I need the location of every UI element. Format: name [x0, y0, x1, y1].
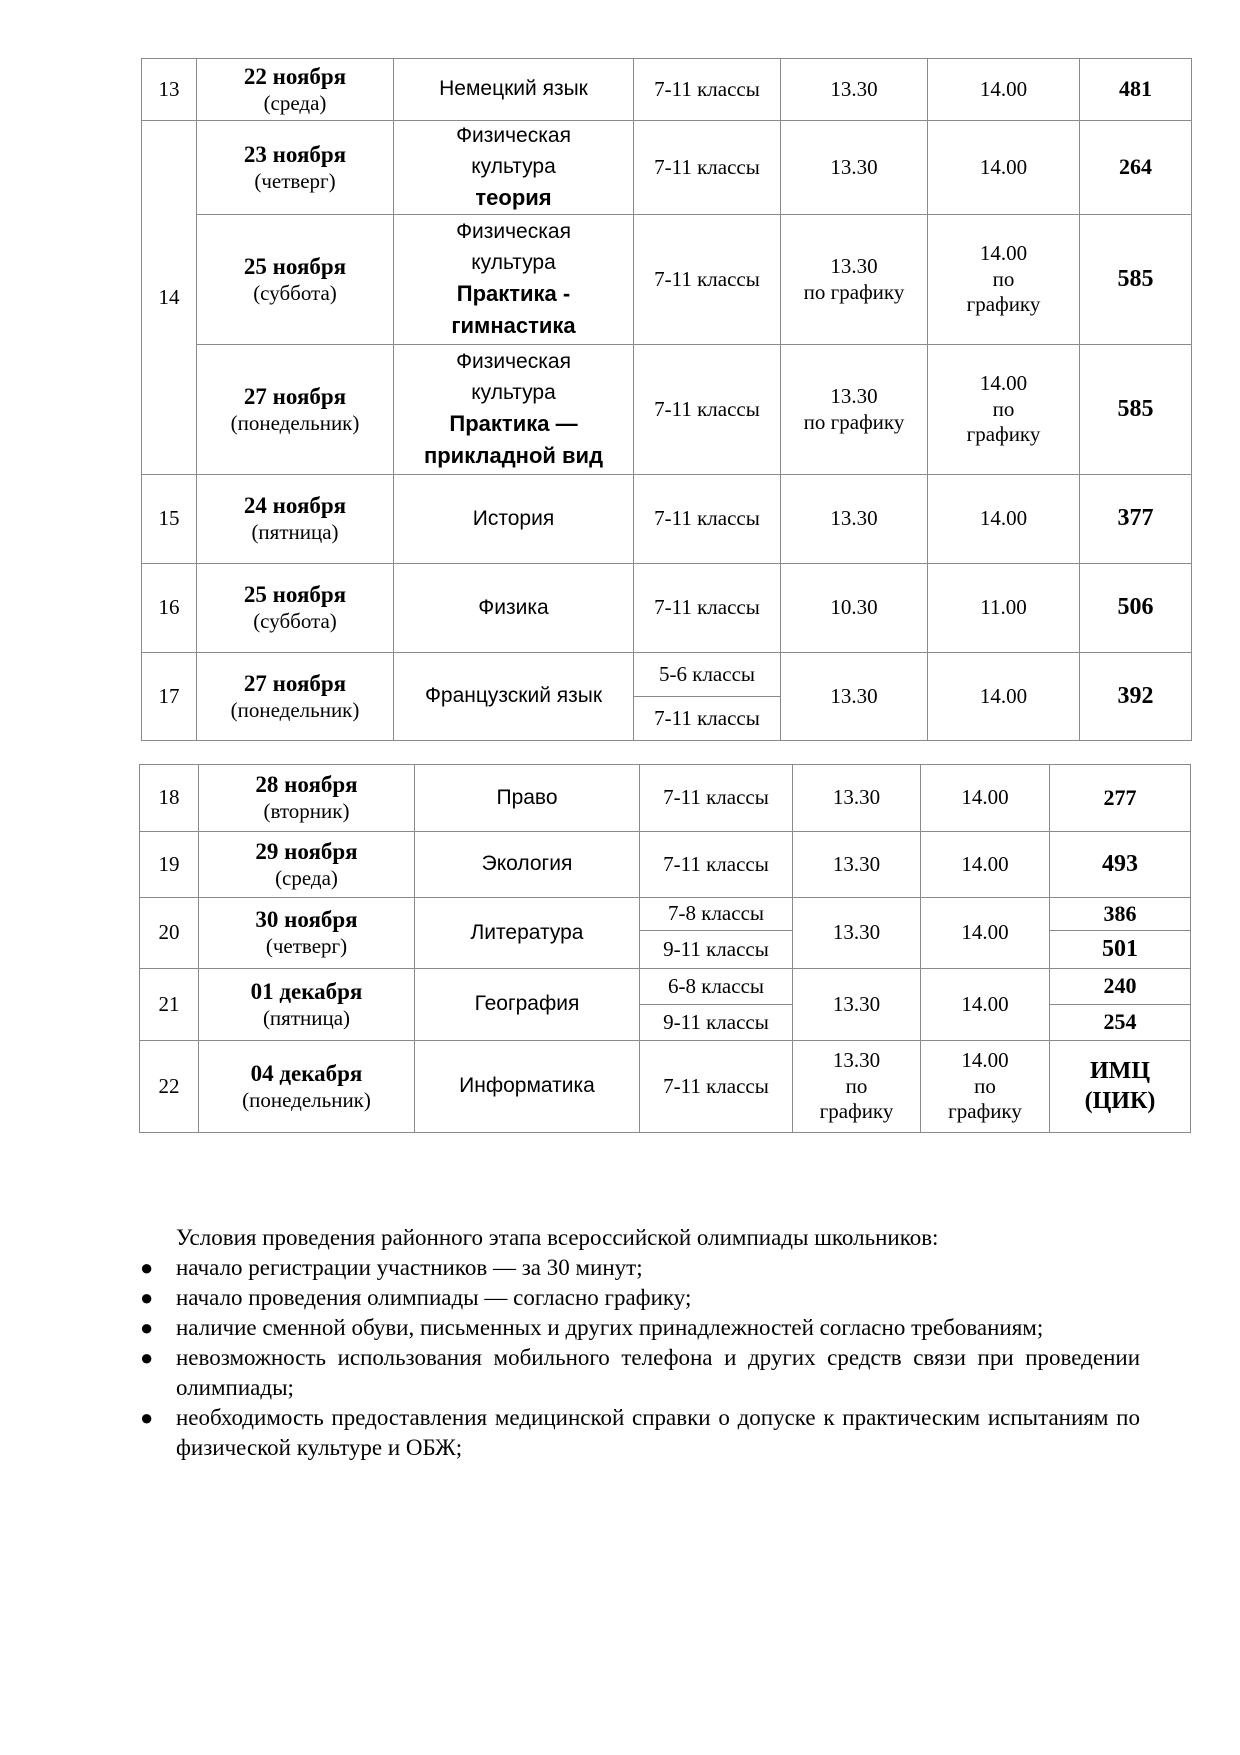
time-line: 13.30: [830, 253, 878, 278]
date: 27 ноября: [243, 383, 347, 409]
subject-line: Физическая: [456, 124, 571, 148]
list-item-text: невозможность использования мобильного телефона и других средств связи при проведении олимпиады;: [176, 1345, 1140, 1400]
participant-count: 240: [1050, 969, 1191, 1005]
table-row: [142, 653, 1192, 697]
date-cell: [197, 475, 394, 564]
bullet-icon: ●: [140, 1405, 154, 1430]
weekday: (пятница): [262, 1005, 351, 1030]
subject: История: [394, 475, 634, 564]
subject: Французский язык: [394, 653, 634, 741]
grades: 9-11 классы: [640, 1005, 793, 1041]
date: 22 ноября: [243, 63, 347, 89]
grades: 5-6 классы: [634, 653, 781, 697]
date-cell: [197, 653, 394, 741]
bullet-icon: ●: [140, 1285, 154, 1310]
grades: 7-11 классы: [634, 345, 781, 475]
weekday: (четверг): [254, 168, 336, 193]
table-row: [140, 765, 1191, 832]
subject-line: прикладной вид: [423, 442, 604, 468]
count-line: ИМЦ: [1090, 1058, 1150, 1085]
date-cell: [197, 345, 394, 475]
time-line: графику: [966, 422, 1041, 447]
row-number: 17: [142, 653, 197, 741]
subject-line: Физическая: [456, 350, 571, 374]
row-number: 16: [142, 564, 197, 653]
row-number: 22: [140, 1041, 199, 1133]
bullet-icon: ●: [140, 1315, 154, 1340]
subject-line: культура: [471, 250, 556, 274]
grades: 7-11 классы: [640, 765, 793, 832]
list-item-text: начало проведения олимпиады — согласно графику;: [176, 1285, 692, 1310]
date-cell: [199, 765, 415, 832]
list-item-text: необходимость предоставления медицинской справки о допуске к практическим испытаниям по физической культуре и ОБЖ;: [176, 1405, 1140, 1460]
table-row: [142, 475, 1192, 564]
grades: 9-11 классы: [640, 931, 793, 969]
schedule-table-2: [139, 764, 1191, 1133]
registration-time: 13.30: [781, 59, 928, 121]
start-time: 14.00: [921, 832, 1050, 898]
list-item: [140, 1253, 1140, 1283]
date: 30 ноября: [255, 907, 358, 933]
start-time: 11.00: [928, 564, 1080, 653]
subject-line: теория: [475, 184, 552, 210]
subject: Экология: [415, 832, 640, 898]
list-item: [140, 1283, 1140, 1313]
date: 01 декабря: [250, 978, 363, 1004]
grades: 7-11 классы: [634, 121, 781, 215]
weekday: (понедельник): [230, 697, 360, 722]
list-item-text: наличие сменной обуви, письменных и других принадлежностей согласно требованиям;: [176, 1315, 1044, 1340]
start-time: 14.00: [928, 121, 1080, 215]
date-cell: [197, 121, 394, 215]
table-row: [142, 59, 1192, 121]
time-line: графику: [948, 1099, 1022, 1124]
grades: 7-11 классы: [640, 832, 793, 898]
time-line: 14.00: [979, 371, 1028, 396]
registration-time: 13.30: [781, 475, 928, 564]
subject: [394, 345, 634, 475]
date-cell: [197, 215, 394, 345]
registration-time: 13.30: [793, 765, 921, 832]
date-cell: [199, 898, 415, 969]
participant-count: 392: [1080, 653, 1192, 741]
participant-count: 254: [1050, 1005, 1191, 1041]
grades: 6-8 классы: [640, 969, 793, 1005]
participant-count: 377: [1080, 475, 1192, 564]
participant-count: [1050, 1041, 1191, 1133]
weekday: (вторник): [263, 799, 350, 824]
participant-count: 264: [1080, 121, 1192, 215]
row-number: 18: [140, 765, 199, 832]
start-time: [921, 1041, 1050, 1133]
date: 29 ноября: [255, 838, 358, 864]
row-number: 15: [142, 475, 197, 564]
participant-count: 481: [1080, 59, 1192, 121]
list-item: [140, 1343, 1140, 1403]
date: 04 декабря: [250, 1060, 363, 1086]
registration-time: 13.30: [793, 898, 921, 969]
subject: Физика: [394, 564, 634, 653]
registration-time: 10.30: [781, 564, 928, 653]
participant-count: 585: [1080, 345, 1192, 475]
table-row: [142, 345, 1192, 475]
subject-line: Практика -: [456, 281, 571, 307]
registration-time: 13.30: [781, 653, 928, 741]
subject: Немецкий язык: [394, 59, 634, 121]
grades: 7-11 классы: [640, 1041, 793, 1133]
table-row: [140, 832, 1191, 898]
date-cell: [199, 832, 415, 898]
subject: География: [415, 969, 640, 1041]
subject: [394, 121, 634, 215]
registration-time: 13.30: [781, 121, 928, 215]
grades: 7-8 классы: [640, 898, 793, 931]
weekday: (понедельник): [242, 1087, 371, 1112]
grades: 7-11 классы: [634, 697, 781, 741]
subject-line: гимнастика: [451, 312, 576, 338]
subject-line: Физическая: [456, 220, 571, 244]
time-line: по графику: [803, 409, 905, 434]
time-line: по: [992, 396, 1015, 421]
date: 24 ноября: [243, 493, 347, 519]
date: 25 ноября: [243, 582, 347, 608]
bullet-icon: ●: [140, 1345, 154, 1370]
table-row: [140, 1041, 1191, 1133]
table-row: [140, 898, 1191, 931]
time-line: 13.30: [832, 1048, 881, 1073]
date-cell: [197, 564, 394, 653]
row-number: 20: [140, 898, 199, 969]
row-number: 13: [142, 59, 197, 121]
participant-count: 493: [1050, 832, 1191, 898]
conditions-list: [140, 1253, 1140, 1463]
start-time: 14.00: [921, 969, 1050, 1041]
table-row: [142, 215, 1192, 345]
registration-time: 13.30: [793, 969, 921, 1041]
conditions-intro: Условия проведения районного этапа всероссийской олимпиады школьников:: [176, 1225, 939, 1250]
grades: 7-11 классы: [634, 475, 781, 564]
start-time: 14.00: [928, 475, 1080, 564]
date: 28 ноября: [255, 772, 358, 798]
weekday: (четверг): [265, 934, 348, 959]
schedule-table-1: [141, 58, 1192, 741]
grades: 7-11 классы: [634, 215, 781, 345]
time-line: по: [845, 1073, 868, 1098]
start-time: 14.00: [928, 59, 1080, 121]
start-time: [928, 215, 1080, 345]
date-cell: [199, 1041, 415, 1133]
time-line: 14.00: [961, 1048, 1009, 1073]
date-cell: [199, 969, 415, 1041]
time-line: 13.30: [830, 383, 878, 408]
subject-line: культура: [471, 154, 556, 178]
list-item-text: начало регистрации участников — за 30 минут;: [176, 1255, 643, 1280]
participant-count: 277: [1050, 765, 1191, 832]
subject: Информатика: [415, 1041, 640, 1133]
registration-time: [793, 1041, 921, 1133]
time-line: графику: [966, 292, 1041, 317]
start-time: 14.00: [928, 653, 1080, 741]
table-row: [142, 564, 1192, 653]
row-number: 19: [140, 832, 199, 898]
weekday: (понедельник): [230, 410, 360, 435]
grades: 7-11 классы: [634, 59, 781, 121]
conditions-section: [140, 1223, 1140, 1463]
participant-count: 585: [1080, 215, 1192, 345]
time-line: 14.00: [979, 241, 1028, 266]
registration-time: [781, 345, 928, 475]
weekday: (пятница): [251, 520, 339, 545]
date: 25 ноября: [243, 253, 347, 279]
weekday: (суббота): [253, 280, 337, 305]
participant-count: 501: [1050, 931, 1191, 969]
list-item: [140, 1313, 1140, 1343]
time-line: графику: [819, 1099, 894, 1124]
subject: Литература: [415, 898, 640, 969]
participant-count: 506: [1080, 564, 1192, 653]
grades: 7-11 классы: [634, 564, 781, 653]
table-row: [142, 121, 1192, 215]
registration-time: [781, 215, 928, 345]
subject: [394, 215, 634, 345]
subject-line: культура: [471, 380, 556, 404]
list-item: [140, 1403, 1140, 1463]
start-time: [928, 345, 1080, 475]
table-row: [140, 969, 1191, 1005]
row-number: 14: [142, 121, 197, 475]
start-time: 14.00: [921, 898, 1050, 969]
date-cell: [197, 59, 394, 121]
weekday: (среда): [275, 865, 338, 890]
date: 27 ноября: [243, 670, 347, 696]
participant-count: 386: [1050, 898, 1191, 931]
weekday: (среда): [263, 90, 327, 115]
count-line: (ЦИК): [1084, 1087, 1156, 1114]
row-number: 21: [140, 969, 199, 1041]
date: 23 ноября: [243, 141, 347, 167]
subject: Право: [415, 765, 640, 832]
registration-time: 13.30: [793, 832, 921, 898]
start-time: 14.00: [921, 765, 1050, 832]
weekday: (суббота): [253, 609, 337, 634]
time-line: по: [974, 1073, 996, 1098]
subject-line: Практика —: [449, 411, 578, 437]
bullet-icon: ●: [140, 1255, 154, 1280]
time-line: по: [992, 266, 1015, 291]
time-line: по графику: [803, 279, 905, 304]
